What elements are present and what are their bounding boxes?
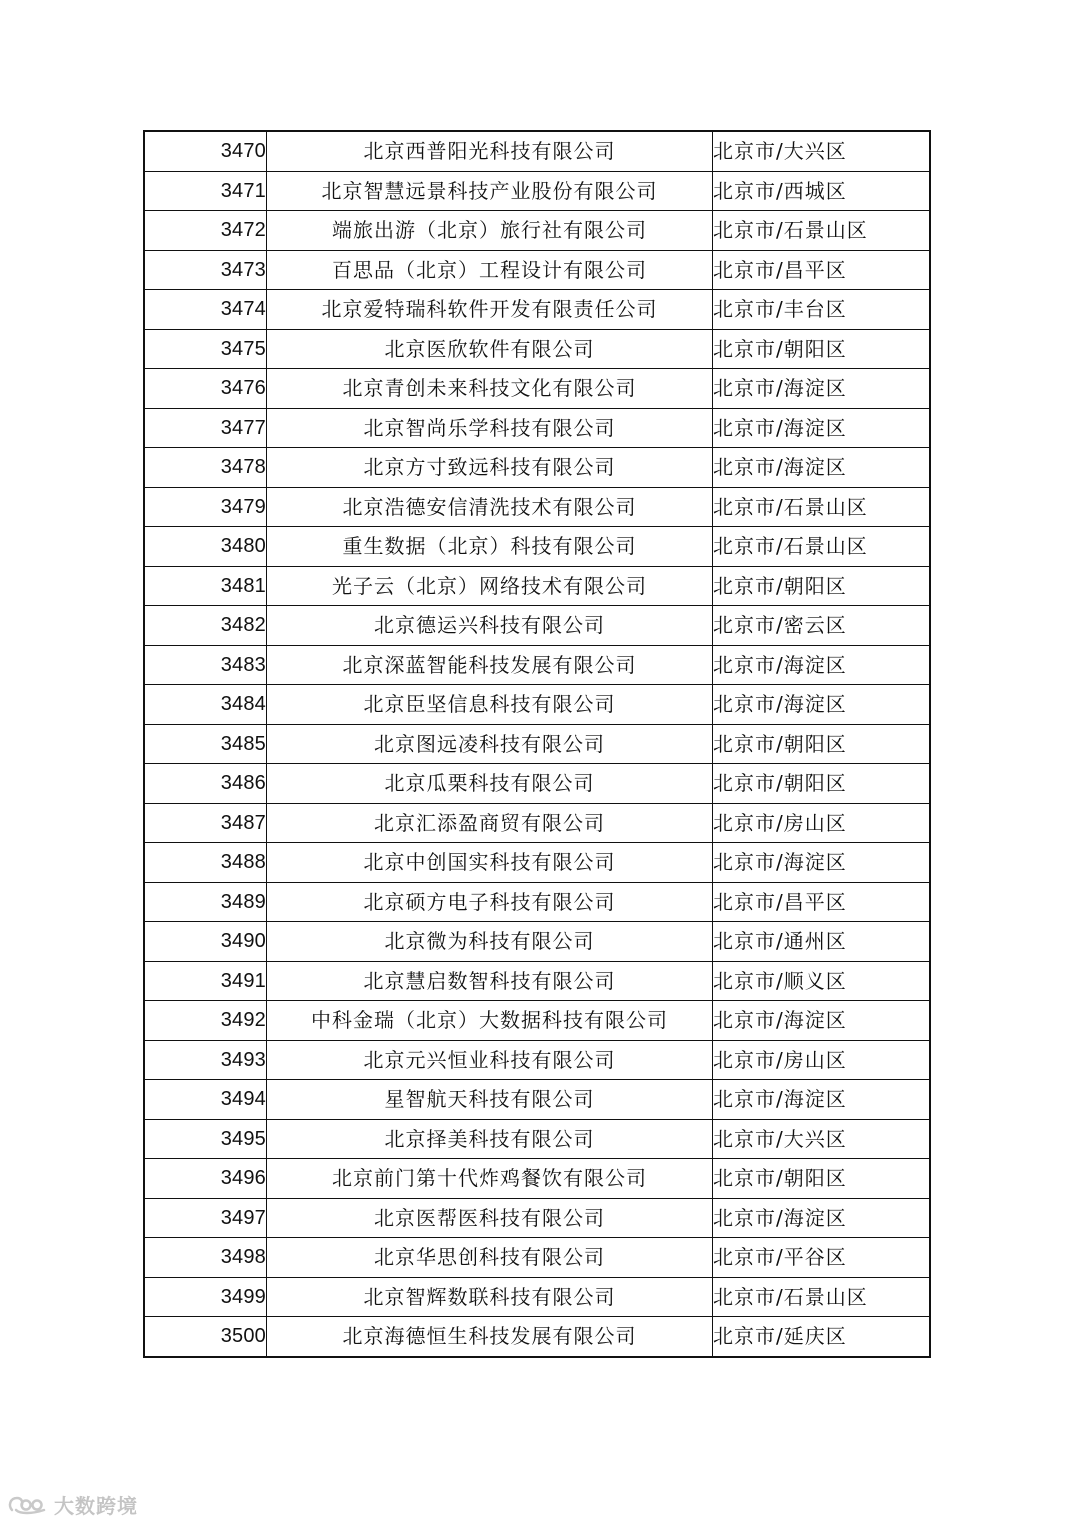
company-name: 北京智辉数联科技有限公司 xyxy=(267,1277,713,1317)
company-name: 北京智尚乐学科技有限公司 xyxy=(267,408,713,448)
table-row xyxy=(144,1317,930,1357)
row-number: 3498 xyxy=(144,1238,267,1278)
district: 北京市/密云区 xyxy=(713,606,931,646)
table-row xyxy=(144,843,930,883)
table-row xyxy=(144,211,930,251)
table-row xyxy=(144,1119,930,1159)
row-number: 3483 xyxy=(144,645,267,685)
table-row xyxy=(144,961,930,1001)
table-row xyxy=(144,1159,930,1199)
row-number: 3473 xyxy=(144,250,267,290)
table-row xyxy=(144,250,930,290)
row-number: 3499 xyxy=(144,1277,267,1317)
company-name: 北京图远凌科技有限公司 xyxy=(267,724,713,764)
company-name: 北京方寸致远科技有限公司 xyxy=(267,448,713,488)
row-number: 3494 xyxy=(144,1080,267,1120)
company-name: 北京浩德安信清洗技术有限公司 xyxy=(267,487,713,527)
district: 北京市/海淀区 xyxy=(713,1198,931,1238)
table-row xyxy=(144,487,930,527)
table-row xyxy=(144,803,930,843)
row-number: 3485 xyxy=(144,724,267,764)
district: 北京市/朝阳区 xyxy=(713,724,931,764)
row-number: 3475 xyxy=(144,329,267,369)
company-name: 重生数据（北京）科技有限公司 xyxy=(267,527,713,567)
company-name: 中科金瑞（北京）大数据科技有限公司 xyxy=(267,1001,713,1041)
company-name: 北京医欣软件有限公司 xyxy=(267,329,713,369)
row-number: 3487 xyxy=(144,803,267,843)
row-number: 3476 xyxy=(144,369,267,409)
row-number: 3478 xyxy=(144,448,267,488)
table-row xyxy=(144,171,930,211)
table-row xyxy=(144,329,930,369)
company-name: 北京慧启数智科技有限公司 xyxy=(267,961,713,1001)
district: 北京市/朝阳区 xyxy=(713,764,931,804)
district: 北京市/顺义区 xyxy=(713,961,931,1001)
company-name: 北京瓜栗科技有限公司 xyxy=(267,764,713,804)
table-row xyxy=(144,724,930,764)
table-row xyxy=(144,1198,930,1238)
district: 北京市/延庆区 xyxy=(713,1317,931,1357)
row-number: 3479 xyxy=(144,487,267,527)
district: 北京市/石景山区 xyxy=(713,487,931,527)
company-name: 北京海德恒生科技发展有限公司 xyxy=(267,1317,713,1357)
company-table-body xyxy=(144,131,930,1357)
company-name: 北京硕方电子科技有限公司 xyxy=(267,882,713,922)
district: 北京市/海淀区 xyxy=(713,1080,931,1120)
watermark xyxy=(6,1490,138,1519)
company-name: 北京微为科技有限公司 xyxy=(267,922,713,962)
row-number: 3480 xyxy=(144,527,267,567)
company-name: 光子云（北京）网络技术有限公司 xyxy=(267,566,713,606)
district: 北京市/房山区 xyxy=(713,803,931,843)
company-name: 星智航天科技有限公司 xyxy=(267,1080,713,1120)
company-name: 北京西普阳光科技有限公司 xyxy=(267,131,713,171)
row-number: 3492 xyxy=(144,1001,267,1041)
table-row xyxy=(144,290,930,330)
district: 北京市/海淀区 xyxy=(713,408,931,448)
district: 北京市/海淀区 xyxy=(713,369,931,409)
table-row xyxy=(144,1001,930,1041)
row-number: 3472 xyxy=(144,211,267,251)
brand-logo-icon xyxy=(6,1494,50,1516)
company-name: 端旅出游（北京）旅行社有限公司 xyxy=(267,211,713,251)
district: 北京市/海淀区 xyxy=(713,685,931,725)
company-name: 北京元兴恒业科技有限公司 xyxy=(267,1040,713,1080)
table-row xyxy=(144,1277,930,1317)
district: 北京市/朝阳区 xyxy=(713,566,931,606)
company-name: 北京智慧远景科技产业股份有限公司 xyxy=(267,171,713,211)
district: 北京市/大兴区 xyxy=(713,131,931,171)
company-name: 北京择美科技有限公司 xyxy=(267,1119,713,1159)
district: 北京市/石景山区 xyxy=(713,211,931,251)
table-row xyxy=(144,369,930,409)
table-row xyxy=(144,764,930,804)
company-name: 百思品（北京）工程设计有限公司 xyxy=(267,250,713,290)
district: 北京市/平谷区 xyxy=(713,1238,931,1278)
table-row xyxy=(144,685,930,725)
row-number: 3481 xyxy=(144,566,267,606)
row-number: 3488 xyxy=(144,843,267,883)
district: 北京市/昌平区 xyxy=(713,250,931,290)
company-name: 北京中创国实科技有限公司 xyxy=(267,843,713,883)
row-number: 3500 xyxy=(144,1317,267,1357)
row-number: 3484 xyxy=(144,685,267,725)
row-number: 3490 xyxy=(144,922,267,962)
district: 北京市/房山区 xyxy=(713,1040,931,1080)
district: 北京市/朝阳区 xyxy=(713,329,931,369)
row-number: 3482 xyxy=(144,606,267,646)
row-number: 3496 xyxy=(144,1159,267,1199)
district: 北京市/昌平区 xyxy=(713,882,931,922)
district: 北京市/大兴区 xyxy=(713,1119,931,1159)
watermark-text: 大数跨境 xyxy=(54,1494,138,1518)
company-name: 北京青创未来科技文化有限公司 xyxy=(267,369,713,409)
company-name: 北京医帮医科技有限公司 xyxy=(267,1198,713,1238)
row-number: 3471 xyxy=(144,171,267,211)
table-row xyxy=(144,131,930,171)
row-number: 3474 xyxy=(144,290,267,330)
row-number: 3497 xyxy=(144,1198,267,1238)
row-number: 3470 xyxy=(144,131,267,171)
district: 北京市/丰台区 xyxy=(713,290,931,330)
company-name: 北京深蓝智能科技发展有限公司 xyxy=(267,645,713,685)
row-number: 3493 xyxy=(144,1040,267,1080)
table-row xyxy=(144,606,930,646)
table-row xyxy=(144,1238,930,1278)
row-number: 3489 xyxy=(144,882,267,922)
district: 北京市/石景山区 xyxy=(713,1277,931,1317)
table-row xyxy=(144,527,930,567)
company-name: 北京汇添盈商贸有限公司 xyxy=(267,803,713,843)
district: 北京市/海淀区 xyxy=(713,843,931,883)
district: 北京市/西城区 xyxy=(713,171,931,211)
table-row xyxy=(144,448,930,488)
district: 北京市/海淀区 xyxy=(713,448,931,488)
company-name: 北京华思创科技有限公司 xyxy=(267,1238,713,1278)
company-name: 北京德运兴科技有限公司 xyxy=(267,606,713,646)
table-row xyxy=(144,408,930,448)
district: 北京市/石景山区 xyxy=(713,527,931,567)
table-row xyxy=(144,645,930,685)
table-row xyxy=(144,1080,930,1120)
district: 北京市/通州区 xyxy=(713,922,931,962)
table-row xyxy=(144,882,930,922)
table-row xyxy=(144,922,930,962)
table-row xyxy=(144,566,930,606)
row-number: 3495 xyxy=(144,1119,267,1159)
district: 北京市/朝阳区 xyxy=(713,1159,931,1199)
district: 北京市/海淀区 xyxy=(713,1001,931,1041)
district: 北京市/海淀区 xyxy=(713,645,931,685)
row-number: 3477 xyxy=(144,408,267,448)
table-row xyxy=(144,1040,930,1080)
company-name: 北京臣坚信息科技有限公司 xyxy=(267,685,713,725)
row-number: 3491 xyxy=(144,961,267,1001)
company-name: 北京前门第十代炸鸡餐饮有限公司 xyxy=(267,1159,713,1199)
company-name: 北京爱特瑞科软件开发有限责任公司 xyxy=(267,290,713,330)
company-table xyxy=(143,130,931,1358)
row-number: 3486 xyxy=(144,764,267,804)
